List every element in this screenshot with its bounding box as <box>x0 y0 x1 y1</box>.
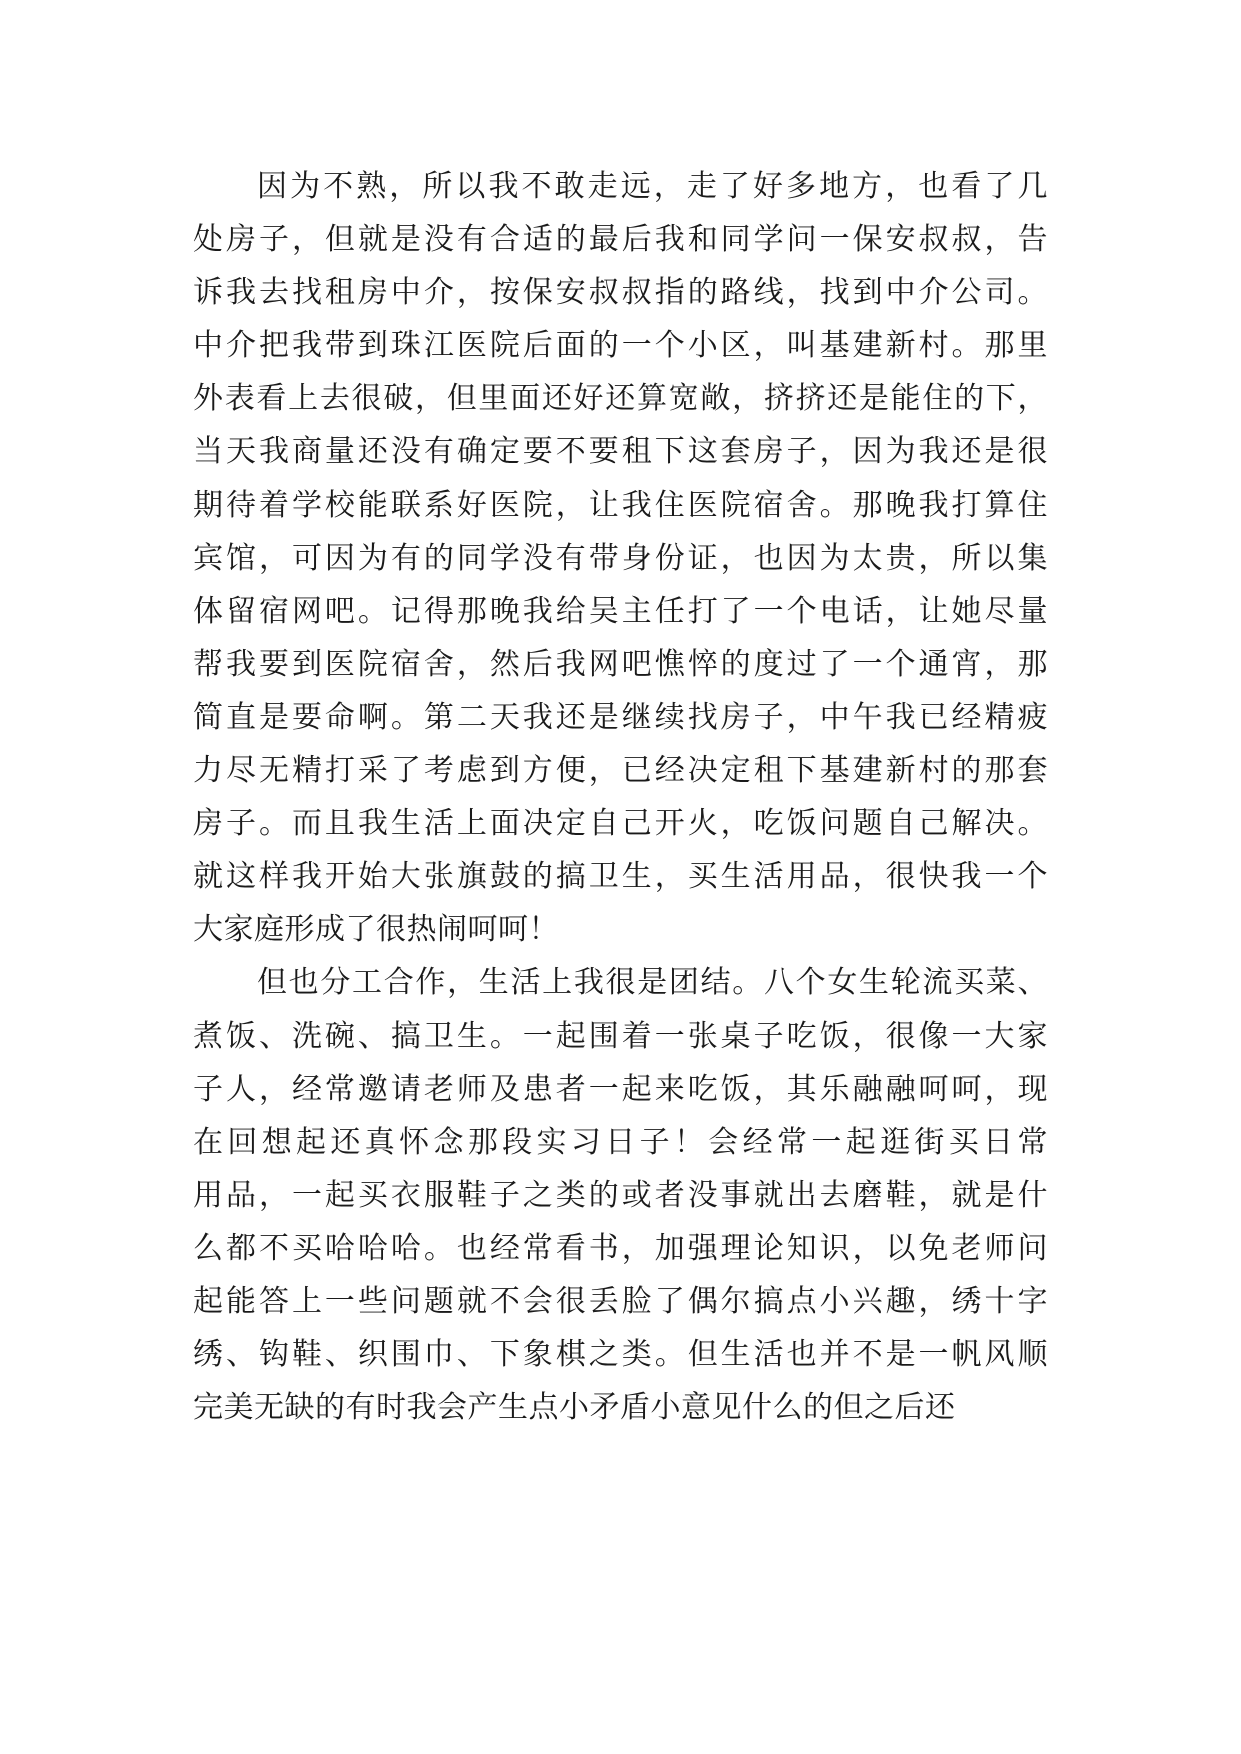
paragraph-line: 处房子，但就是没有合适的最后我和同学问一保安叔叔，告 <box>193 222 1048 258</box>
paragraph-line: 宾馆，可因为有的同学没有带身份证，也因为太贵，所以集 <box>193 540 1048 576</box>
paragraph-line: 用品，一起买衣服鞋子之类的或者没事就出去磨鞋，就是什 <box>193 1177 1048 1213</box>
paragraph-line: 诉我去找租房中介，按保安叔叔指的路线，找到中介公司。 <box>193 275 1048 311</box>
paragraph-line: 么都不买哈哈哈。也经常看书，加强理论知识，以免老师问 <box>193 1230 1048 1266</box>
paragraph-line: 简直是要命啊。第二天我还是继续找房子，中午我已经精疲 <box>193 699 1048 735</box>
paragraph-line: 因为不熟，所以我不敢走远，走了好多地方，也看了几 <box>257 169 1048 204</box>
paragraph-line: 期待着学校能联系好医院，让我住医院宿舍。那晚我打算住 <box>193 487 1048 523</box>
paragraph-line: 起能答上一些问题就不会很丢脸了偶尔搞点小兴趣，绣十字 <box>193 1283 1048 1319</box>
paragraph-line: 子人，经常邀请老师及患者一起来吃饭，其乐融融呵呵，现 <box>193 1071 1048 1107</box>
paragraph-line: 体留宿网吧。记得那晚我给吴主任打了一个电话，让她尽量 <box>193 593 1048 629</box>
paragraph-line: 力尽无精打采了考虑到方便，已经决定租下基建新村的那套 <box>193 753 1048 789</box>
paragraph-line: 煮饭、洗碗、搞卫生。一起围着一张桌子吃饭，很像一大家 <box>193 1018 1048 1054</box>
paragraph-line: 当天我商量还没有确定要不要租下这套房子，因为我还是很 <box>193 434 1048 470</box>
paragraph-line: 完美无缺的有时我会产生点小矛盾小意见什么的但之后还 <box>193 1390 956 1426</box>
paragraph-line: 房子。而且我生活上面决定自己开火，吃饭问题自己解决。 <box>193 806 1048 842</box>
paragraph-line: 外表看上去很破，但里面还好还算宽敞，挤挤还是能住的下， <box>193 381 1048 417</box>
paragraph-2 <box>193 956 1048 1434</box>
paragraph-line: 帮我要到医院宿舍，然后我网吧憔悴的度过了一个通宵，那 <box>193 646 1048 682</box>
document-body <box>193 160 1048 1434</box>
paragraph-1 <box>193 160 1048 956</box>
paragraph-line: 但也分工合作，生活上我很是团结。八个女生轮流买菜、 <box>257 965 1048 1001</box>
paragraph-line: 在回想起还真怀念那段实习日子！会经常一起逛街买日常 <box>193 1124 1048 1160</box>
paragraph-line: 中介把我带到珠江医院后面的一个小区，叫基建新村。那里 <box>193 328 1048 364</box>
paragraph-line: 大家庭形成了很热闹呵呵！ <box>193 912 559 948</box>
paragraph-line: 绣、钩鞋、织围巾、下象棋之类。但生活也并不是一帆风顺 <box>193 1337 1048 1373</box>
paragraph-line: 就这样我开始大张旗鼓的搞卫生，买生活用品，很快我一个 <box>193 859 1048 895</box>
